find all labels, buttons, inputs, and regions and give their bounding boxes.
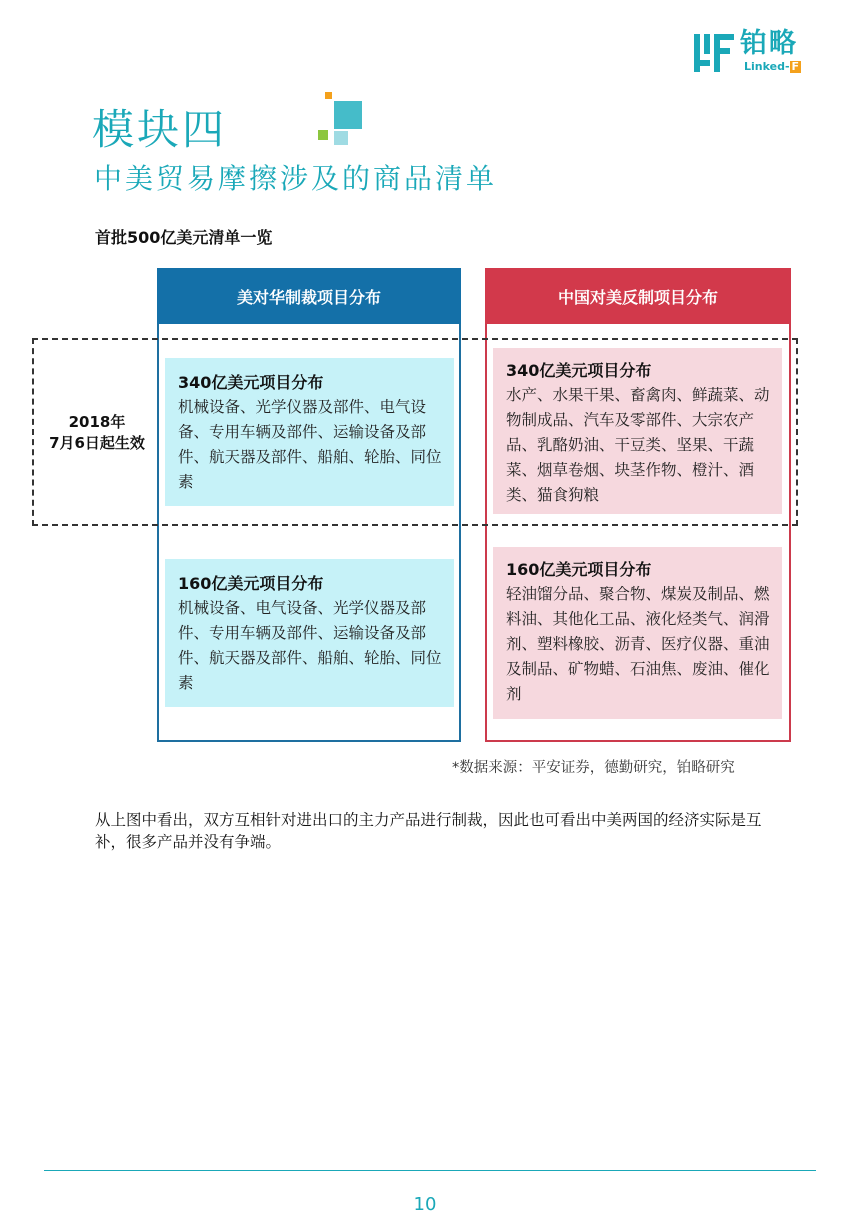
deco-square-teal <box>334 101 362 129</box>
china-160-card <box>493 547 782 719</box>
card-title: 340亿美元项目分布 <box>178 373 324 392</box>
footer-divider <box>44 1170 816 1171</box>
brand-name-en <box>744 61 801 73</box>
us-sanctions-header: 美对华制裁项目分布 <box>157 268 461 324</box>
card-body: 机械设备、电气设备、光学仪器及部件、专用车辆及部件、运输设备及部件、航天器及部件、船舶、轮胎、同位素 <box>178 599 442 692</box>
us-160-card <box>165 559 454 707</box>
brand-name-en-suffix: F <box>791 60 800 73</box>
brand-name-cn: 铂略 <box>740 28 798 59</box>
deco-square-green <box>318 130 328 140</box>
card-body: 机械设备、光学仪器及部件、电气设备、专用车辆及部件、运输设备及部件、航天器及部件、船舶、轮胎、同位素 <box>178 398 442 491</box>
us-340-card <box>165 358 454 506</box>
card-title: 160亿美元项目分布 <box>178 574 324 593</box>
page-number: 10 <box>413 1194 437 1215</box>
brand-logo-icon <box>694 34 734 72</box>
china-340-card <box>493 348 782 514</box>
effective-date-day: 7月6日起生效 <box>49 434 145 452</box>
source-note: *数据来源：平安证券，德勤研究，铂略研究 <box>452 760 735 776</box>
page-subtitle: 中美贸易摩擦涉及的商品清单 <box>94 162 498 195</box>
page-title: 模块四 <box>92 105 228 154</box>
deco-square-light-teal <box>334 131 348 145</box>
deco-square-small-orange <box>325 92 332 99</box>
card-body: 轻油馏分品、聚合物、煤炭及制品、燃料油、其他化工品、液化烃类气、润滑剂、塑料橡胶、沥青、医疗仪器、重油及制品、矿物蜡、石油焦、废油、催化剂 <box>506 585 770 703</box>
card-title: 160亿美元项目分布 <box>506 560 652 579</box>
section-heading: 首批500亿美元清单一览 <box>95 228 273 247</box>
brand-name-en-text: Linked- <box>744 60 790 73</box>
china-countermeasures-header: 中国对美反制项目分布 <box>485 268 791 324</box>
card-body: 水产、水果干果、畜禽肉、鲜蔬菜、动物制成品、汽车及零部件、大宗农产品、乳酪奶油、干豆类、坚果、干蔬菜、烟草卷烟、块茎作物、橙汁、酒类、猫食狗粮 <box>506 386 770 504</box>
conclusion-paragraph: 从上图中看出，双方互相针对进出口的主力产品进行制裁，因此也可看出中美两国的经济实际是互补，很多产品并没有争端。 <box>95 811 762 851</box>
effective-date-label <box>38 412 156 454</box>
card-title: 340亿美元项目分布 <box>506 361 652 380</box>
effective-date-year: 2018年 <box>68 413 126 431</box>
